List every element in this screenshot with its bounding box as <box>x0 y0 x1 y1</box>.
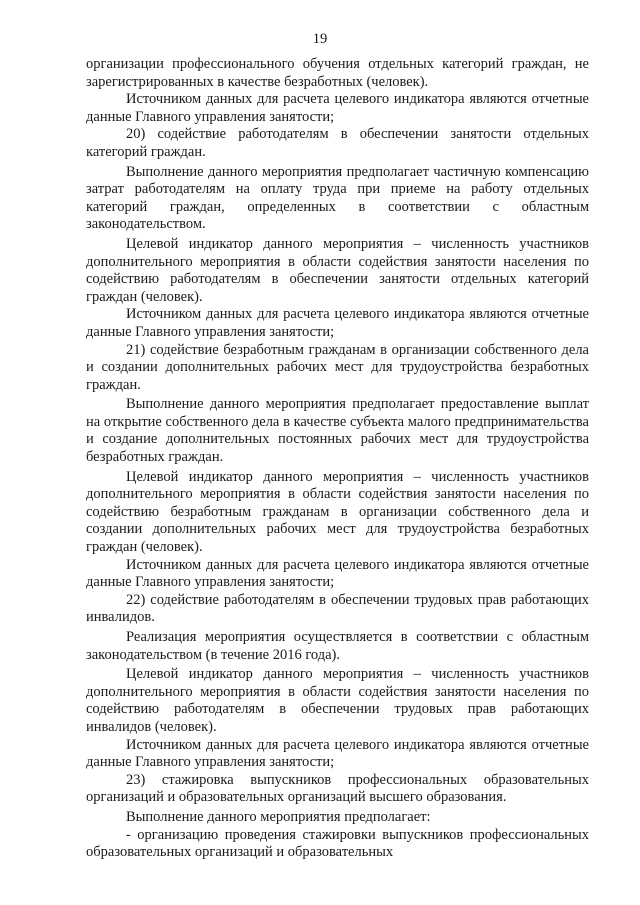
paragraph: Выполнение данного мероприятия предполагает частичную компенсацию затрат работодателям на оплату труда при приеме на работу отдельных категорий граждан, определенных в соответствии с областным законодательством. <box>86 163 589 233</box>
paragraph: Выполнение данного мероприятия предполагает: <box>126 808 431 825</box>
paragraph: 22) содействие работодателям в обеспечении трудовых прав работающих инвалидов. <box>86 591 589 626</box>
paragraph: - организацию проведения стажировки выпускников профессиональных образовательных организаций и образовательных <box>86 826 589 861</box>
document-body <box>86 56 589 862</box>
paragraph: Источником данных для расчета целевого индикатора являются отчетные данные Главного управления занятости; <box>86 306 589 340</box>
paragraph: Целевой индикатор данного мероприятия – численность участников дополнительного мероприятия в области содействия занятости населения по содействию работодателям в обеспечении занятости отдельных категорий граждан (человек). <box>86 235 589 305</box>
paragraph: организации профессионального обучения отдельных категорий граждан, не зарегистрированных в качестве безработных (человек). <box>86 56 589 90</box>
page-number: 19 <box>312 31 328 47</box>
paragraph: Источником данных для расчета целевого индикатора являются отчетные данные Главного управления занятости; <box>86 91 589 125</box>
paragraph: Целевой индикатор данного мероприятия – численность участников дополнительного мероприятия в области содействия занятости населения по содействию безработным гражданам в организации собственного дела и создании дополнительных рабочих мест для трудоустройства безработных граждан (человек). <box>86 468 589 556</box>
paragraph: Источником данных для расчета целевого индикатора являются отчетные данные Главного управления занятости; <box>86 556 589 591</box>
paragraph: Выполнение данного мероприятия предполагает предоставление выплат на открытие собственного дела в качестве субъекта малого предпринимательства и создание дополнительных постоянных рабочих мест для трудоустройства безработных граждан. <box>86 396 589 466</box>
paragraph: Источником данных для расчета целевого индикатора являются отчетные данные Главного управления занятости; <box>86 736 589 771</box>
paragraph: 21) содействие безработным гражданам в организации собственного дела и создании дополнительных рабочих мест для трудоустройства безработных граждан. <box>86 341 589 393</box>
paragraph: Реализация мероприятия осуществляется в соответствии с областным законодательством (в течение 2016 года). <box>86 629 589 663</box>
paragraph: 20) содействие работодателям в обеспечении занятости отдельных категорий граждан. <box>86 126 589 160</box>
paragraph: Целевой индикатор данного мероприятия – численность участников дополнительного мероприятия в области содействия занятости населения по содействию работодателям в обеспечении трудовых прав работающих инвалидов (человек). <box>86 666 589 735</box>
paragraph: 23) стажировка выпускников профессиональных образовательных организаций и образовательных организаций высшего образования. <box>86 771 589 806</box>
